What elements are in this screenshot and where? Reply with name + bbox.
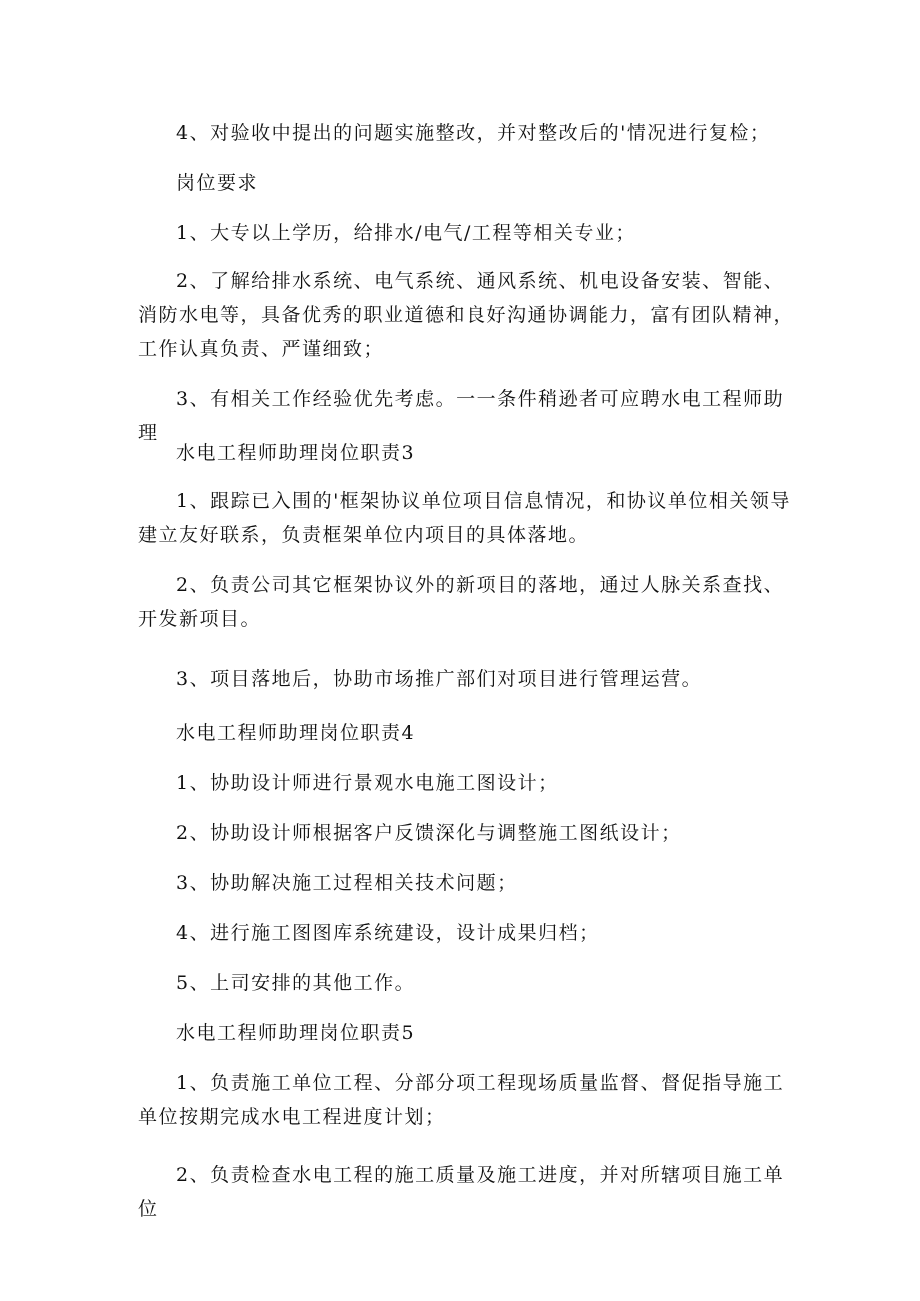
paragraph-duty-4-4: 4、进行施工图图库系统建设，设计成果归档； xyxy=(176,922,600,944)
paragraph-experience: 3、有相关工作经验优先考虑。一一条件稍逊者可应聘水电工程师助理 xyxy=(138,388,785,444)
paragraph-duty-5-1: 1、负责施工单位工程、分部分项工程现场质量监督、督促指导施工单位按期完成水电工程进度计划； xyxy=(138,1072,785,1128)
paragraph-duty-4-2: 2、协助设计师根据客户反馈深化与调整施工图纸设计； xyxy=(176,822,682,844)
heading-duties-3: 水电工程师助理岗位职责3 xyxy=(176,442,416,464)
paragraph-duty-3-2: 2、负责公司其它框架协议外的新项目的落地，通过人脉关系查找、开发新项目。 xyxy=(138,574,785,630)
paragraph-duty-3-1: 1、跟踪已入围的'框架协议单位项目信息情况，和协议单位相关领导建立友好联系，负责框架单位内项目的具体落地。 xyxy=(138,490,791,546)
heading-duties-4: 水电工程师助理岗位职责4 xyxy=(176,722,416,744)
paragraph-duty-5-2: 2、负责检查水电工程的施工质量及施工进度，并对所辖项目施工单位 xyxy=(138,1164,785,1220)
paragraph-duty-4-1: 1、协助设计师进行景观水电施工图设计； xyxy=(176,772,559,794)
paragraph-education: 1、大专以上学历，给排水/电气/工程等相关专业； xyxy=(176,222,636,244)
paragraph-duty-3-3: 3、项目落地后，协助市场推广部们对项目进行管理运营。 xyxy=(176,668,703,690)
heading-job-requirements: 岗位要求 xyxy=(176,172,259,194)
paragraph-duty-4-5: 5、上司安排的其他工作。 xyxy=(176,972,416,994)
paragraph-duty-4-3: 3、协助解决施工过程相关技术问题； xyxy=(176,872,518,894)
heading-duties-5: 水电工程师助理岗位职责5 xyxy=(176,1022,416,1044)
paragraph-rectification: 4、对验收中提出的问题实施整改，并对整改后的'情况进行复检； xyxy=(176,122,771,144)
paragraph-skills: 2、了解给排水系统、电气系统、通风系统、机电设备安装、智能、消防水电等，具备优秀的职业道德和良好沟通协调能力，富有团队精神，工作认真负责、严谨细致； xyxy=(138,270,795,360)
